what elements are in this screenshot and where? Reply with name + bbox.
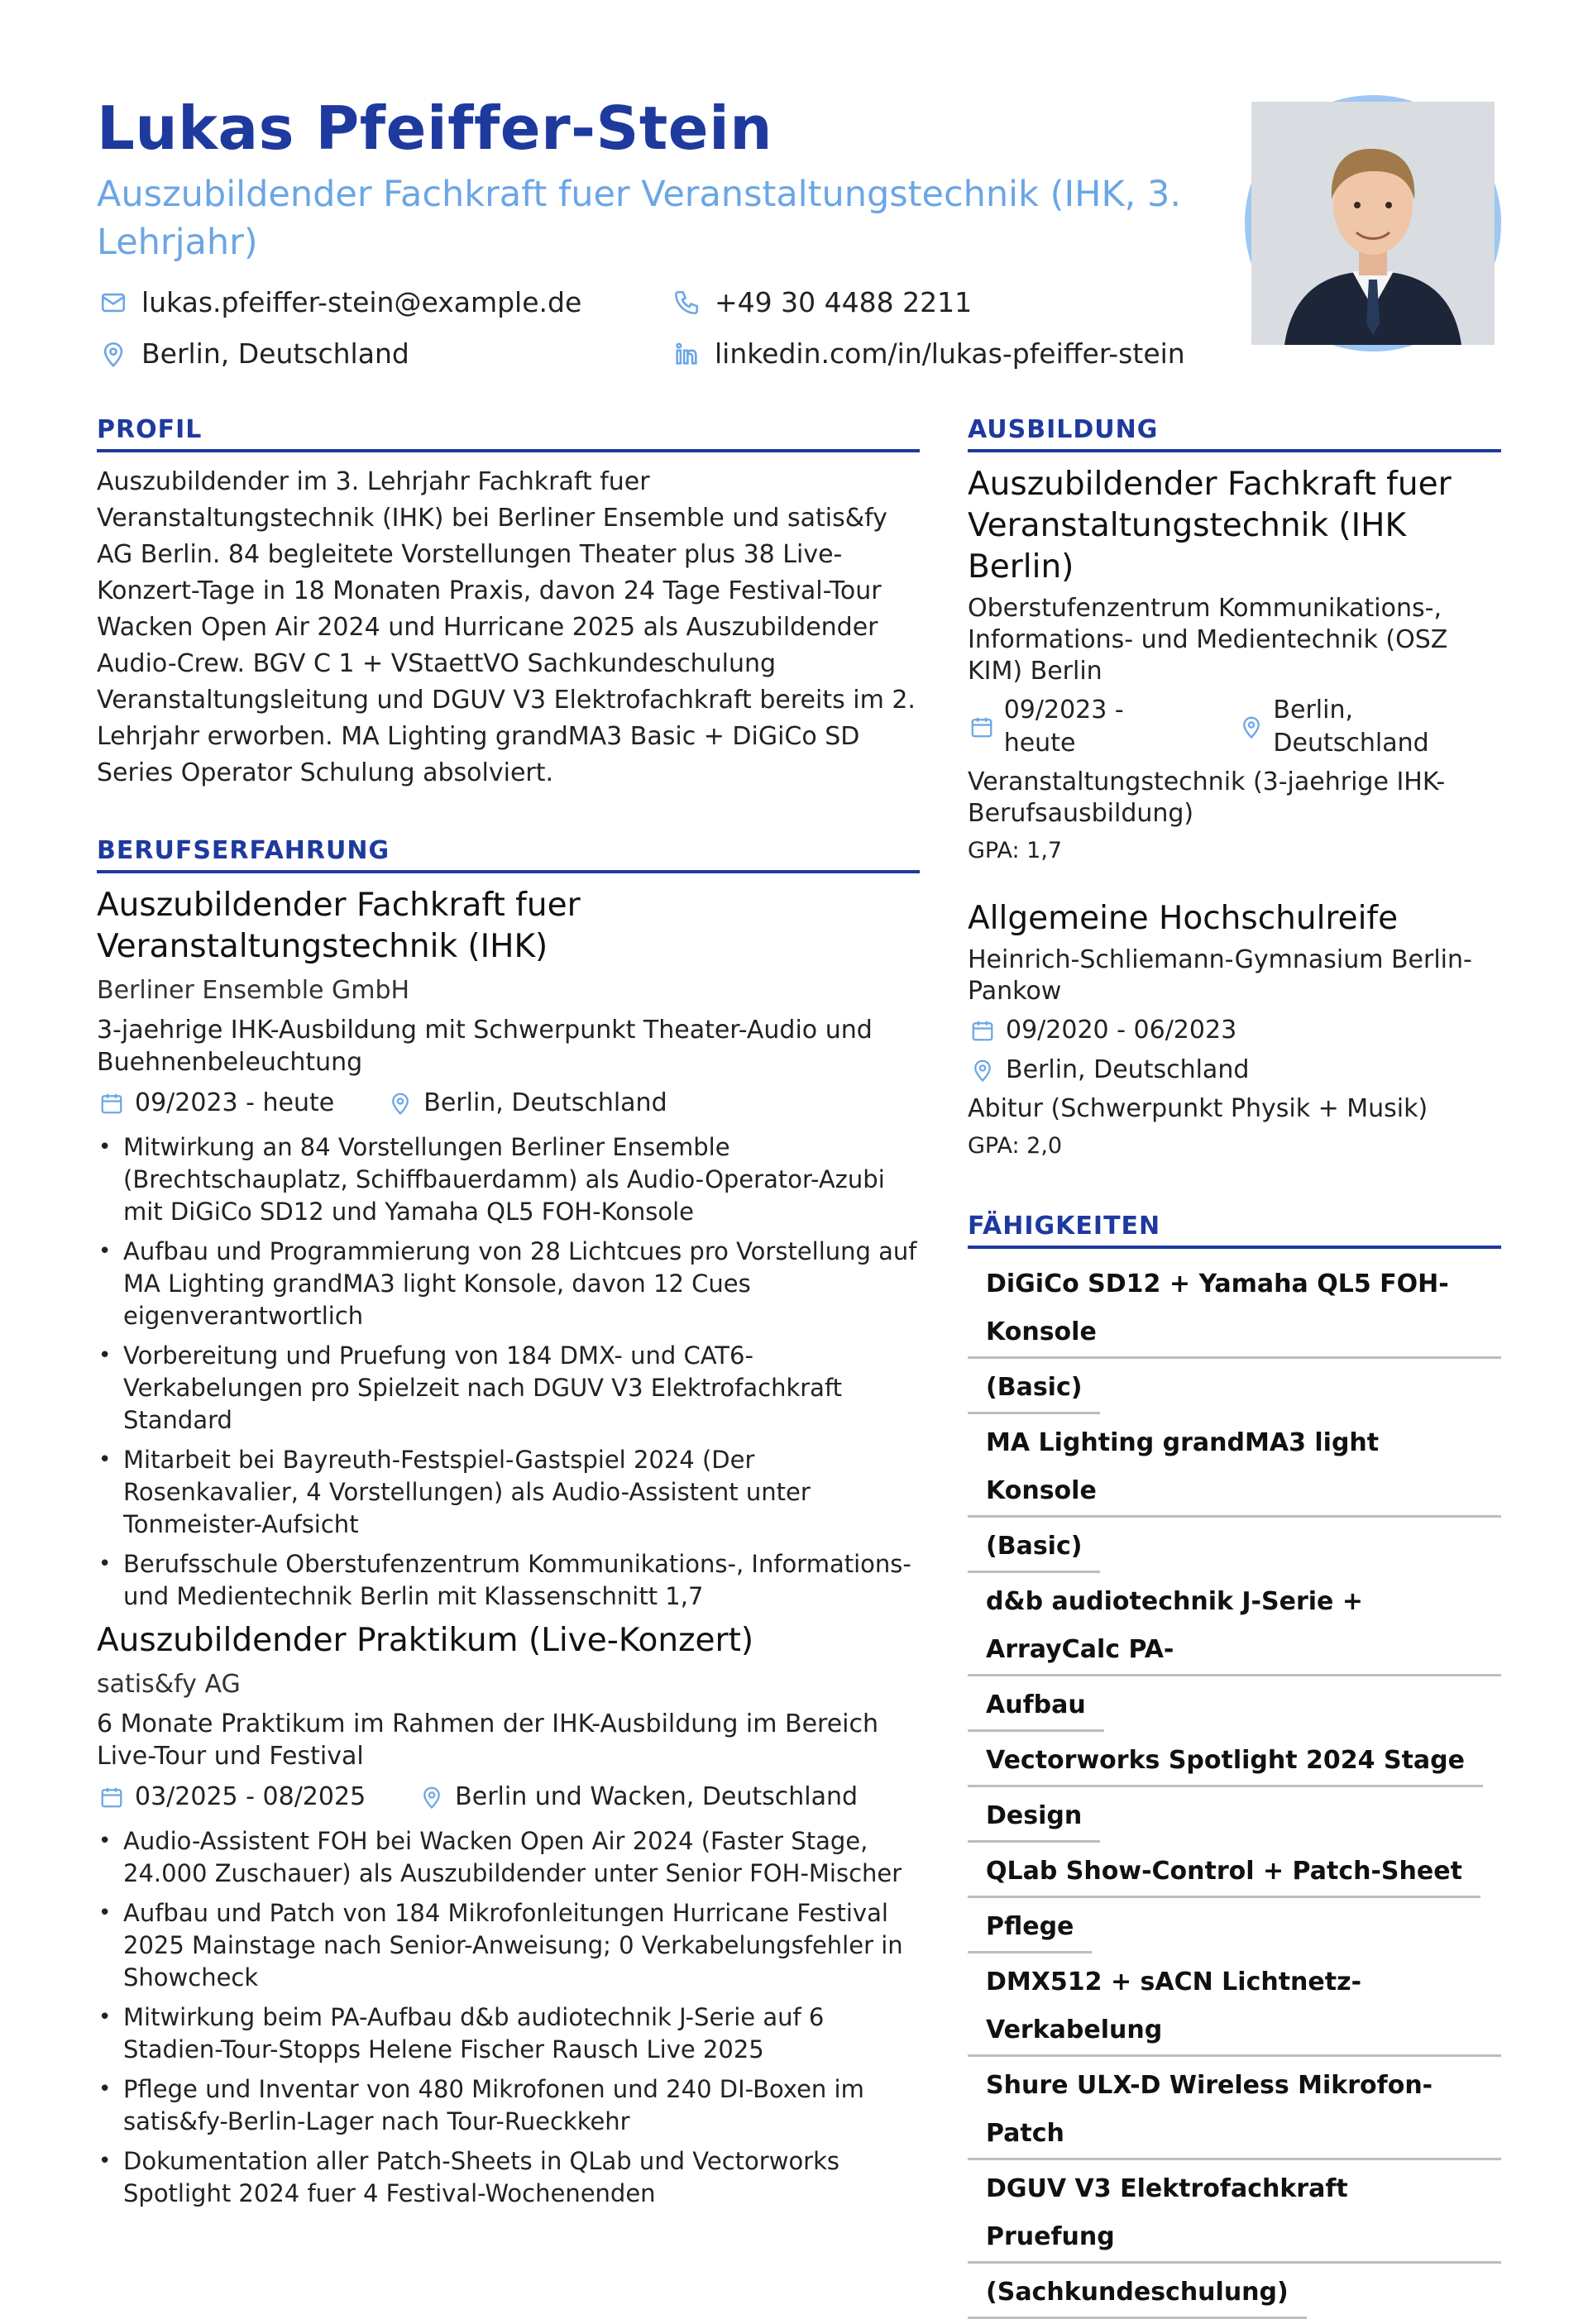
right-column <box>968 415 1501 2324</box>
contact-list <box>97 285 1255 372</box>
bullet-item: • Berufsschule Oberstufenzentrum Kommunikations-, Informations- und Medientechnik Berlin mit Klassenschnitt 1,7 <box>97 1548 920 1613</box>
job-company: satis&fy AG <box>97 1670 241 1699</box>
candidate-name: Lukas Pfeiffer-Stein <box>97 93 773 163</box>
skill-tag: DiGiCo SD12 + Yamaha QL5 FOH-Konsole <box>968 1260 1501 1359</box>
education-location: Berlin, Deutschland <box>1273 696 1429 758</box>
calendar-icon <box>968 712 996 742</box>
left-column <box>97 415 920 2217</box>
skill-tag: Design <box>968 1792 1100 1843</box>
education-meta <box>968 1054 1501 1087</box>
profile-photo <box>1245 95 1501 351</box>
job-entry <box>97 1620 920 2210</box>
job-meta <box>97 1087 920 1120</box>
contact-linkedin[interactable] <box>670 336 1249 372</box>
linkedin-text: linkedin.com/in/lukas-pfeiffer-stein <box>715 337 1185 371</box>
section-heading-profil: PROFIL <box>97 415 920 452</box>
education-degree: Veranstaltungstechnik (3-jaehrige IHK-Berufsausbildung) <box>968 767 1446 828</box>
education-gpa: GPA: 1,7 <box>968 838 1063 863</box>
calendar-icon <box>97 1088 127 1118</box>
bullet-item: • Mitwirkung beim PA-Aufbau d&b audiotechnik J-Serie auf 6 Stadien-Tour-Stopps Helene Fischer Rausch Live 2025 <box>97 2001 920 2066</box>
section-heading-experience: BERUFSERFAHRUNG <box>97 836 920 873</box>
skill-tag: Vectorworks Spotlight 2024 Stage <box>968 1737 1483 1787</box>
education-meta <box>968 694 1501 760</box>
location-text: Berlin, Deutschland <box>141 337 409 371</box>
skill-tag: QLab Show-Control + Patch-Sheet <box>968 1848 1480 1898</box>
bullet-item: • Dokumentation aller Patch-Sheets in QLab und Vectorworks Spotlight 2024 fuer 4 Festival-Wochenenden <box>97 2145 920 2210</box>
bullet-item: • Vorbereitung und Pruefung von 184 DMX- und CAT6-Verkabelungen pro Spielzeit nach DGUV V3 Elektrofachkraft Standard <box>97 1340 920 1437</box>
phone-icon <box>670 286 703 319</box>
location-pin-icon <box>97 337 130 371</box>
job-entry <box>97 885 920 1613</box>
job-dates: 09/2023 - heute <box>135 1088 335 1117</box>
skill-tag: MA Lighting grandMA3 light Konsole <box>968 1419 1501 1518</box>
section-heading-education: AUSBILDUNG <box>968 415 1501 452</box>
bullet-item: • Mitarbeit bei Bayreuth-Festspiel-Gastspiel 2024 (Der Rosenkavalier, 4 Vorstellungen) als Audio-Assistent unter Tonmeister-Aufsicht <box>97 1444 920 1541</box>
skill-tag: Aufbau <box>968 1681 1104 1732</box>
job-bullets <box>97 1825 920 2210</box>
education-dates: 09/2023 - heute <box>1003 696 1124 758</box>
education-meta <box>968 1014 1501 1047</box>
education-title: Allgemeine Hochschulreife <box>968 900 1399 937</box>
calendar-icon <box>968 1016 997 1045</box>
bullet-item: • Pflege und Inventar von 480 Mikrofonen und 240 DI-Boxen im satis&fy-Berlin-Lager nach Tour-Rueckkehr <box>97 2073 920 2138</box>
education-gpa: GPA: 2,0 <box>968 1133 1063 1159</box>
profile-summary: Auszubildender im 3. Lehrjahr Fachkraft fuer Veranstaltungstechnik (IHK) bei Berliner Ensemble und satis&fy AG Berlin. 84 begleitete Vorstellungen Theater plus 38 Live-Konzert-Tage in 18 Monaten Praxis, davon 24 Tage Festival-Tour Wacken Open Air 2024 und Hurricane 2025 als Auszubildender Audio-Crew. BGV C 1 + VStaettVO Sachkundeschulung Veranstaltungsleitung und DGUV V3 Elektrofachkraft bereits im 2. Lehrjahr erworben. MA Lighting grandMA3 Basic + DiGiCo SD Series Operator Schulung absolviert. <box>97 467 916 787</box>
contact-email[interactable] <box>97 285 670 321</box>
skill-tag: (Basic) <box>968 1364 1100 1414</box>
phone-text: +49 30 4488 2211 <box>715 286 973 319</box>
skill-tag: DGUV V3 Elektrofachkraft Pruefung <box>968 2165 1501 2264</box>
bullet-item: • Aufbau und Programmierung von 28 Lichtcues pro Vorstellung auf MA Lighting grandMA3 light Konsole, davon 12 Cues eigenverantwortlich <box>97 1236 920 1332</box>
skill-tag: (Basic) <box>968 1523 1100 1573</box>
location-pin-icon <box>385 1088 415 1118</box>
contact-location <box>97 336 670 372</box>
education-school: Heinrich-Schliemann-Gymnasium Berlin-Pankow <box>968 945 1472 1006</box>
education-entry <box>968 464 1501 863</box>
job-description: 6 Monate Praktikum im Rahmen der IHK-Ausbildung im Bereich Live-Tour und Festival <box>97 1710 878 1771</box>
education-title: Auszubildender Fachkraft fuer Veranstaltungstechnik (IHK Berlin) <box>968 466 1452 586</box>
skill-tag: DMX512 + sACN Lichtnetz-Verkabelung <box>968 1958 1501 2057</box>
location-pin-icon <box>1237 712 1265 742</box>
bullet-item: • Aufbau und Patch von 184 Mikrofonleitungen Hurricane Festival 2025 Mainstage nach Senior-Anweisung; 0 Verkabelungsfehler in Showcheck <box>97 1897 920 1994</box>
header <box>97 93 1255 372</box>
skill-tag: (Sachkundeschulung) <box>968 2269 1307 2319</box>
location-pin-icon <box>968 1055 997 1085</box>
candidate-title: Auszubildender Fachkraft fuer Veranstaltungstechnik (IHK, 3. Lehrjahr) <box>97 173 1182 263</box>
job-description: 3-jaehrige IHK-Ausbildung mit Schwerpunkt Theater-Audio und Buehnenbeleuchtung <box>97 1016 873 1077</box>
job-dates: 03/2025 - 08/2025 <box>135 1782 366 1811</box>
linkedin-icon <box>670 337 703 371</box>
job-title: Auszubildender Praktikum (Live-Konzert) <box>97 1622 754 1659</box>
location-pin-icon <box>417 1782 447 1812</box>
calendar-icon <box>97 1782 127 1812</box>
skill-tag: d&b audiotechnik J-Serie + ArrayCalc PA- <box>968 1578 1501 1676</box>
education-location: Berlin, Deutschland <box>1006 1055 1250 1084</box>
education-entry <box>968 898 1501 1159</box>
education-degree: Abitur (Schwerpunkt Physik + Musik) <box>968 1094 1428 1123</box>
section-heading-skills: FÄHIGKEITEN <box>968 1212 1501 1249</box>
skill-tag: Shure ULX-D Wireless Mikrofon-Patch <box>968 2062 1501 2160</box>
contact-phone[interactable] <box>670 285 1249 321</box>
skills-list <box>968 1260 1501 2319</box>
job-title: Auszubildender Fachkraft fuer Veranstaltungstechnik (IHK) <box>97 887 581 965</box>
skill-tag: Pflege <box>968 1903 1092 1953</box>
bullet-item: • Audio-Assistent FOH bei Wacken Open Air 2024 (Faster Stage, 24.000 Zuschauer) als Auszubildender unter Senior FOH-Mischer <box>97 1825 920 1890</box>
job-company: Berliner Ensemble GmbH <box>97 976 410 1005</box>
job-location: Berlin, Deutschland <box>423 1088 667 1117</box>
bullet-item: • Mitwirkung an 84 Vorstellungen Berliner Ensemble (Brechtschauplatz, Schiffbauerdamm) als Audio-Operator-Azubi mit DiGiCo SD12 und Yamaha QL5 FOH-Konsole <box>97 1131 920 1228</box>
education-dates: 09/2020 - 06/2023 <box>1006 1016 1237 1045</box>
job-bullets <box>97 1131 920 1613</box>
job-location: Berlin und Wacken, Deutschland <box>455 1782 859 1811</box>
job-meta <box>97 1781 920 1814</box>
mail-icon <box>97 286 130 319</box>
email-text: lukas.pfeiffer-stein@example.de <box>141 286 582 319</box>
education-school: Oberstufenzentrum Kommunikations-, Informations- und Medientechnik (OSZ KIM) Berlin <box>968 594 1448 686</box>
